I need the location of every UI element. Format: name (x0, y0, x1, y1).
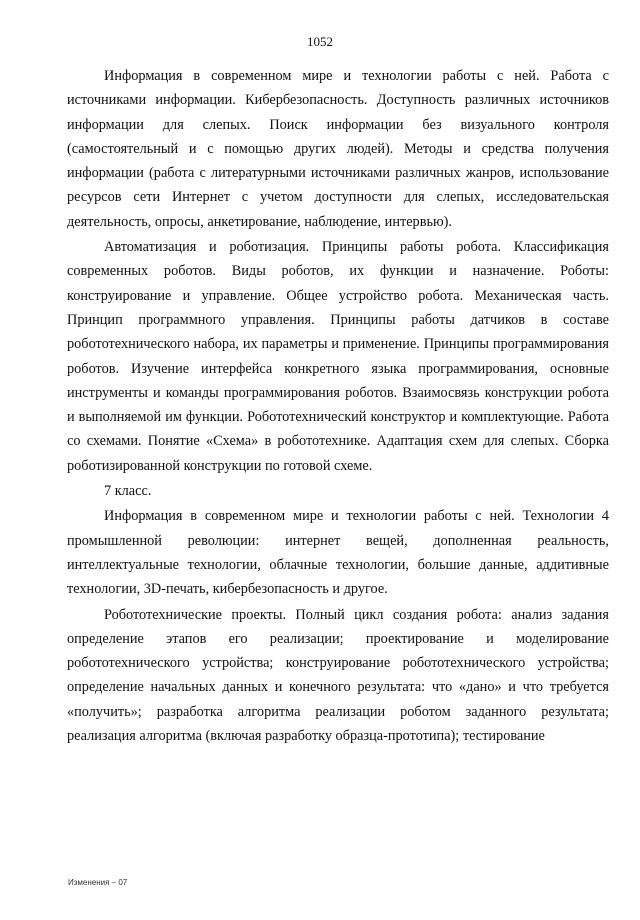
paragraph-industrial-revolution: Информация в современном мире и технологии работы с ней. Технологии 4 промышленной революции: интернет вещей, дополненная реальность, интеллектуальные технологии, облачные технологии, большие данные, аддитивные технологии, 3D-печать, кибербезопасность и другое. (67, 508, 609, 598)
page-number: 1052 (307, 34, 333, 49)
document-body (67, 64, 609, 748)
section-heading-grade-7: 7 класс. (104, 483, 152, 500)
paragraph-robotics-projects: Робототехнические проекты. Полный цикл создания робота: анализ задания определение этапов его реализации; проектирование и моделирование робототехнического устройства; конструирование робототехнического устройства; определение начальных данных и конечного результата: что «дано» и что требуется «получить»; разработка алгоритма реализации роботом заданного результата; реализация алгоритма (включая разработку образца-прототипа); тестирование (67, 606, 609, 745)
paragraph-information-technologies: Информация в современном мире и технологии работы с ней. Работа с источниками информации. Кибербезопасность. Доступность различных источников информации для слепых. Поиск информации без визуального контроля (самостоятельный и с помощью других людей). Методы и средства получения информации (работа с литературными источниками различных жанров, использование ресурсов сети Интернет с учетом доступности для слепых, исследовательская деятельность, опросы, анкетирование, наблюдение, интервью). (67, 68, 609, 230)
footer-revision-note: Изменения – 07 (68, 878, 128, 887)
paragraph-automation-robotics: Автоматизация и роботизация. Принципы работы робота. Классификация современных роботов. Виды роботов, их функции и назначение. Роботы: конструирование и управление. Общее устройство робота. Механическая часть. Принцип программного управления. Принципы работы датчиков в составе робототехнического набора, их параметры и применение. Принципы программирования роботов. Изучение интерфейса конкретного языка программирования, основные инструменты и команды программирования роботов. Взаимосвязь конструкции робота и выполняемой им функции. Робототехнический конструктор и комплектующие. Работа со схемами. Понятие «Схема» в робототехнике. Адаптация схем для слепых. Сборка роботизированной конструкции по готовой схеме. (67, 239, 609, 474)
